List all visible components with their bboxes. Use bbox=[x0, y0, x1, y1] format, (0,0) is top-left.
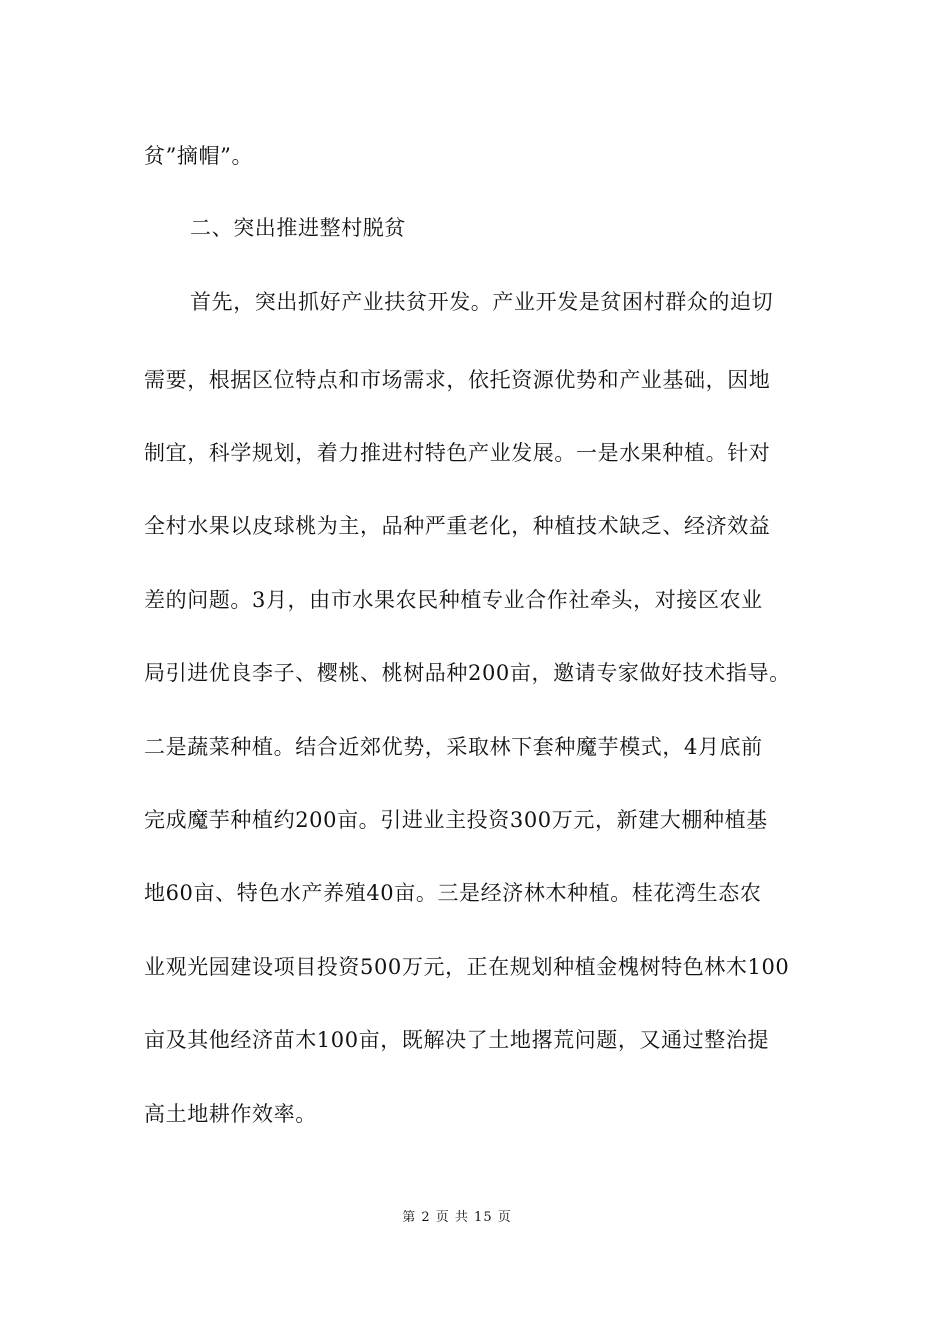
paragraph-line: 首先，突出抓好产业扶贫开发。产业开发是贫困村群众的迫切 bbox=[190, 290, 774, 314]
section-heading: 二、突出推进整村脱贫 bbox=[190, 216, 406, 240]
paragraph-line-continuation: 贫”摘帽”。 bbox=[144, 144, 254, 168]
paragraph-line: 二是蔬菜种植。结合近郊优势，采取林下套种魔芋模式，4月底前 bbox=[144, 735, 763, 759]
paragraph-line: 业观光园建设项目投资500万元，正在规划种植金槐树特色林木100 bbox=[144, 955, 790, 979]
paragraph-line: 完成魔芋种植约200亩。引进业主投资300万元，新建大棚种植基 bbox=[144, 808, 768, 832]
paragraph-line: 制宜，科学规划，着力推进村特色产业发展。一是水果种植。针对 bbox=[144, 441, 771, 465]
page-footer bbox=[0, 1209, 950, 1227]
paragraph-line: 亩及其他经济苗木100亩，既解决了土地撂荒问题，又通过整治提 bbox=[144, 1028, 770, 1052]
page-number-label: 第 2 页 共 15 页 bbox=[402, 1210, 512, 1225]
paragraph-line: 全村水果以皮球桃为主，品种严重老化，种植技术缺乏、经济效益 bbox=[144, 514, 771, 538]
paragraph-line: 地60亩、特色水产养殖40亩。三是经济林木种植。桂花湾生态农 bbox=[144, 881, 762, 905]
paragraph-line: 需要，根据区位特点和市场需求，依托资源优势和产业基础，因地 bbox=[144, 368, 771, 392]
paragraph-line: 高土地耕作效率。 bbox=[144, 1102, 317, 1126]
paragraph-line: 差的问题。3月，由市水果农民种植专业合作社牵头，对接区农业 bbox=[144, 588, 763, 612]
paragraph-line: 局引进优良李子、樱桃、桃树品种200亩，邀请专家做好技术指导。 bbox=[144, 661, 791, 685]
